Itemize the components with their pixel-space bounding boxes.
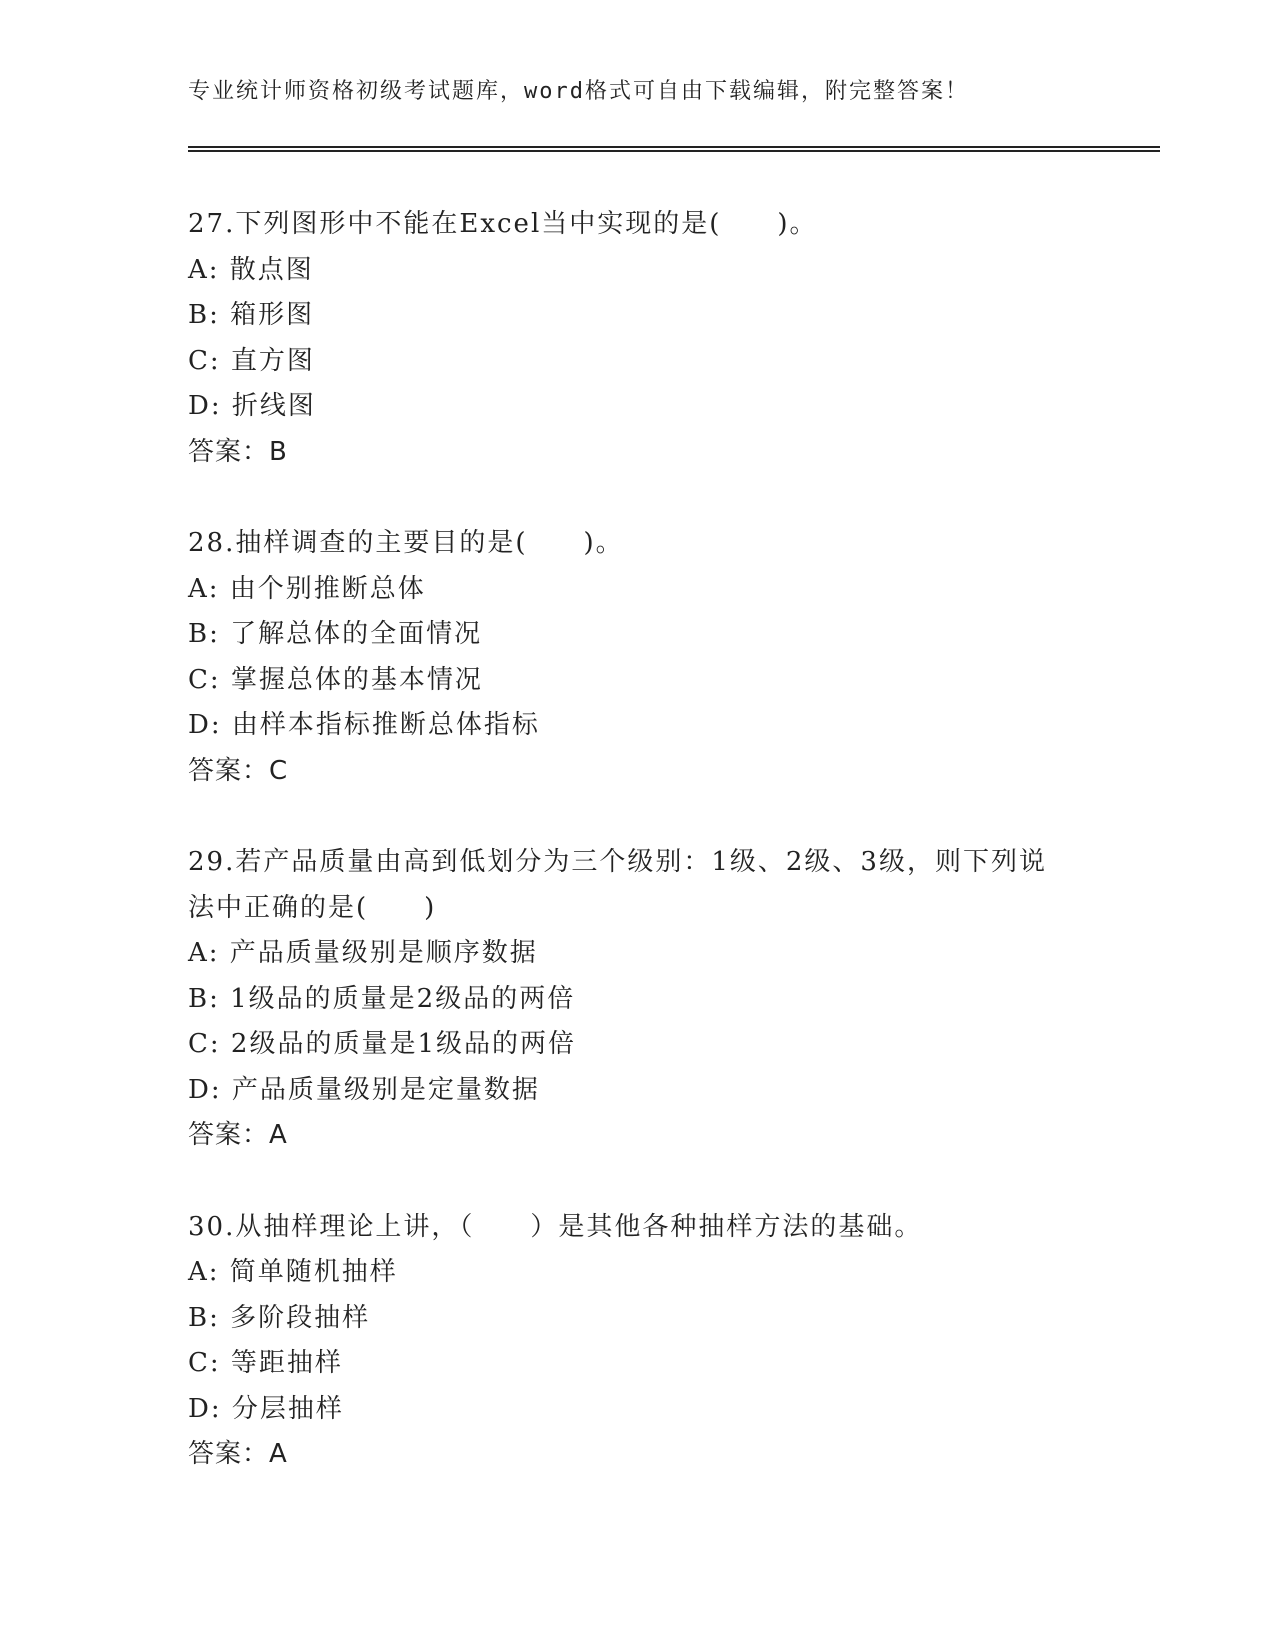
option-b: B: 多阶段抽样 xyxy=(188,1302,371,1333)
question-stem: 27.下列图形中不能在Excel当中实现的是( )。 xyxy=(188,209,818,239)
option-a: A: 由个别推断总体 xyxy=(188,573,426,604)
option-b: B: 箱形图 xyxy=(188,300,315,330)
header-divider xyxy=(188,146,1160,148)
option-a: A: 简单随机抽样 xyxy=(188,1257,398,1287)
option-c: C: 2级品的质量是1级品的两倍 xyxy=(188,1029,577,1059)
option-b: B: 1级品的质量是2级品的两倍 xyxy=(188,983,576,1014)
answer-line: 答案：A xyxy=(188,1120,288,1150)
answer-line: 答案：C xyxy=(188,755,289,786)
question-stem: 28.抽样调查的主要目的是( )。 xyxy=(188,528,624,558)
question-28 xyxy=(188,521,1088,794)
option-c: C: 等距抽样 xyxy=(188,1348,343,1378)
question-stem: 29.若产品质量由高到低划分为三个级别：1级、2级、3级，则下列说法中正确的是( ) xyxy=(188,847,1047,923)
option-b: B: 了解总体的全面情况 xyxy=(188,619,483,649)
question-29 xyxy=(188,840,1088,1159)
answer-line: 答案：B xyxy=(188,436,288,467)
answer-line: 答案：A xyxy=(188,1439,288,1469)
question-27 xyxy=(188,202,1088,475)
option-d: D: 折线图 xyxy=(188,391,316,421)
option-c: C: 掌握总体的基本情况 xyxy=(188,664,483,695)
page-header: 专业统计师资格初级考试题库，word格式可自由下载编辑，附完整答案！ xyxy=(188,79,969,104)
question-30 xyxy=(188,1205,1088,1478)
option-c: C: 直方图 xyxy=(188,345,315,376)
question-stem: 30.从抽样理论上讲，（ ）是其他各种抽样方法的基础。 xyxy=(188,1211,923,1242)
question-list xyxy=(188,202,1088,1524)
option-a: A: 产品质量级别是顺序数据 xyxy=(188,938,538,968)
option-d: D: 分层抽样 xyxy=(188,1393,344,1424)
option-d: D: 由样本指标推断总体指标 xyxy=(188,710,540,740)
option-d: D: 产品质量级别是定量数据 xyxy=(188,1074,540,1105)
option-a: A: 散点图 xyxy=(188,254,314,285)
